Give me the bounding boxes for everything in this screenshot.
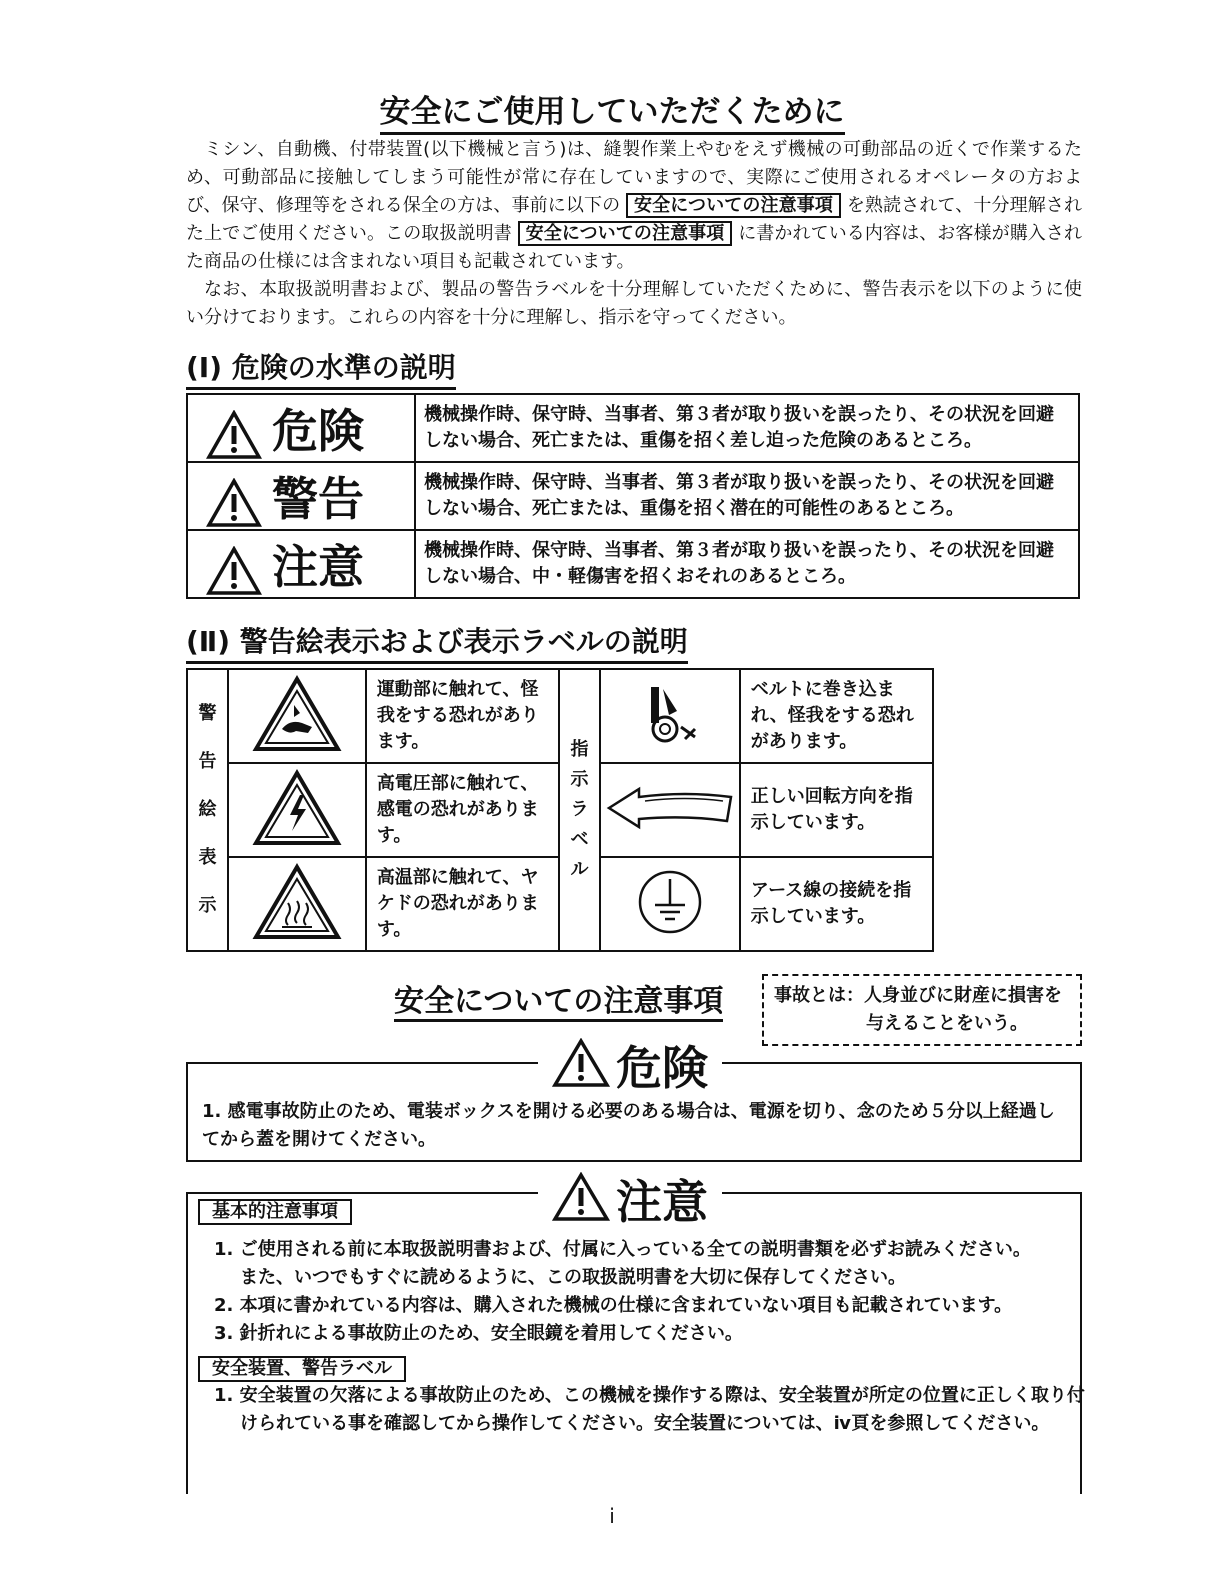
pictogram-table [186, 668, 934, 952]
page-number: i [609, 1504, 615, 1528]
boxed-reference-2: 安全についての注意事項 [518, 221, 733, 246]
ground-earth-icon [635, 867, 705, 937]
pictogram-description: 運動部に触れて、怪我をする恐れがあります。 [366, 669, 559, 763]
warning-triangle-icon [206, 410, 262, 460]
hazard-description: 機械操作時、保守時、当事者、第３者が取り扱いを誤ったり、その状況を回避しない場合、死亡または、重傷を招く差し迫った危険のあるところ。 [415, 394, 1079, 462]
group-label-warning-pictograms: 警 告 絵 表 示 [187, 669, 228, 951]
hazard-label: 注意 [272, 540, 364, 594]
caution-item: 3. 針折れによる事故防止のため、安全眼鏡を着用してください。 [214, 1323, 743, 1344]
pictogram-description: アース線の接続を指示しています。 [740, 857, 933, 951]
hazard-description: 機械操作時、保守時、当事者、第３者が取り扱いを誤ったり、その状況を回避しない場合、中・軽傷害を招くおそれのあるところ。 [415, 530, 1079, 598]
section2-heading: (Ⅱ) 警告絵表示および表示ラベルの説明 [186, 620, 688, 664]
danger-signal-word: 危険 [538, 1032, 722, 1098]
pictogram-description: 正しい回転方向を指示しています。 [740, 763, 933, 857]
hazard-level-table [186, 393, 1080, 599]
belt-entanglement-icon [635, 679, 705, 749]
hazard-label: 危険 [272, 404, 364, 458]
warning-triangle-icon [552, 1172, 610, 1222]
hot-surface-icon [252, 863, 342, 941]
warning-triangle-icon [206, 546, 262, 596]
caution-item: 2. 本項に書かれている内容は、購入された機械の仕様に含まれていない項目も記載されています。 [214, 1295, 1013, 1316]
basic-precautions-heading: 基本的注意事項 [198, 1199, 352, 1225]
warning-triangle-icon [552, 1038, 610, 1088]
caution-item: 1. 安全装置の欠落による事故防止のため、この機械を操作する際は、安全装置が所定の位置に正しく取り付けられている事を確認してから操作してください。安全装置については、ⅳ頁を参照してください。 [214, 1385, 1085, 1434]
accident-definition-note: 事故とは：人身並びに財産に損害を 与えることをいう。 [762, 974, 1082, 1046]
safety-devices-heading: 安全装置、警告ラベル [198, 1356, 406, 1382]
hazard-description: 機械操作時、保守時、当事者、第３者が取り扱いを誤ったり、その状況を回避しない場合、死亡または、重傷を招く潜在的可能性のあるところ。 [415, 462, 1079, 530]
caution-item: 1. ご使用される前に本取扱説明書および、付属に入っている全ての説明書類を必ずお読みください。 [214, 1239, 1031, 1260]
caution-signal-word: 注意 [538, 1166, 722, 1232]
hazard-row-danger [187, 394, 1079, 462]
pictogram-description: 高電圧部に触れて、感電の恐れがあります。 [366, 763, 559, 857]
safety-heading: 安全についての注意事項 [394, 976, 723, 1020]
pictogram-description: 高温部に触れて、ヤケドの恐れがあります。 [366, 857, 559, 951]
hazard-row-warning [187, 462, 1079, 530]
boxed-reference-1: 安全についての注意事項 [626, 193, 841, 218]
pictogram-row [187, 669, 933, 763]
intro-paragraph-1: ミシン、自動機、付帯装置(以下機械と言う)は、縫製作業上やむをえず機械の可動部品の近くで作業するため、可動部品に接触してしまう可能性が常に存在していますので、実際にご使用されるオペレータの方および、保守、修理等をされる保全の方は、事前に以下の 安全についての注意事項 を熟読されて、十分理解された上でご使用ください。この取扱説明書 安全についての注意事項 に書かれている内容は、お客様が購入された商品の仕様には含まれない項目も記載されています。 [186, 139, 1082, 272]
section1-heading: (Ⅰ) 危険の水準の説明 [186, 346, 456, 390]
rotation-direction-arrow-icon [605, 783, 735, 833]
danger-item: 1. 感電事故防止のため、電装ボックスを開ける必要のある場合は、電源を切り、念のため５分以上経過してから蓋を開けてください。 [202, 1101, 1055, 1150]
hazard-row-caution [187, 530, 1079, 598]
group-label-instruction-labels: 指 示 ラ ベ ル [559, 669, 600, 951]
pictogram-description: ベルトに巻き込まれ、怪我をする恐れがあります。 [740, 669, 933, 763]
high-voltage-icon [252, 769, 342, 847]
page-title: 安全にご使用していただくために [0, 86, 1224, 131]
intro-text [186, 136, 1082, 332]
intro-paragraph-2: なお、本取扱説明書および、製品の警告ラベルを十分理解していただくために、警告表示を以下のように使い分けております。これらの内容を十分に理解し、指示を守ってください。 [186, 279, 1082, 328]
moving-parts-hand-icon [252, 675, 342, 753]
caution-item: また、いつでもすぐに読めるように、この取扱説明書を大切に保存してください。 [240, 1267, 906, 1288]
hazard-label: 警告 [272, 472, 364, 526]
warning-triangle-icon [206, 478, 262, 528]
